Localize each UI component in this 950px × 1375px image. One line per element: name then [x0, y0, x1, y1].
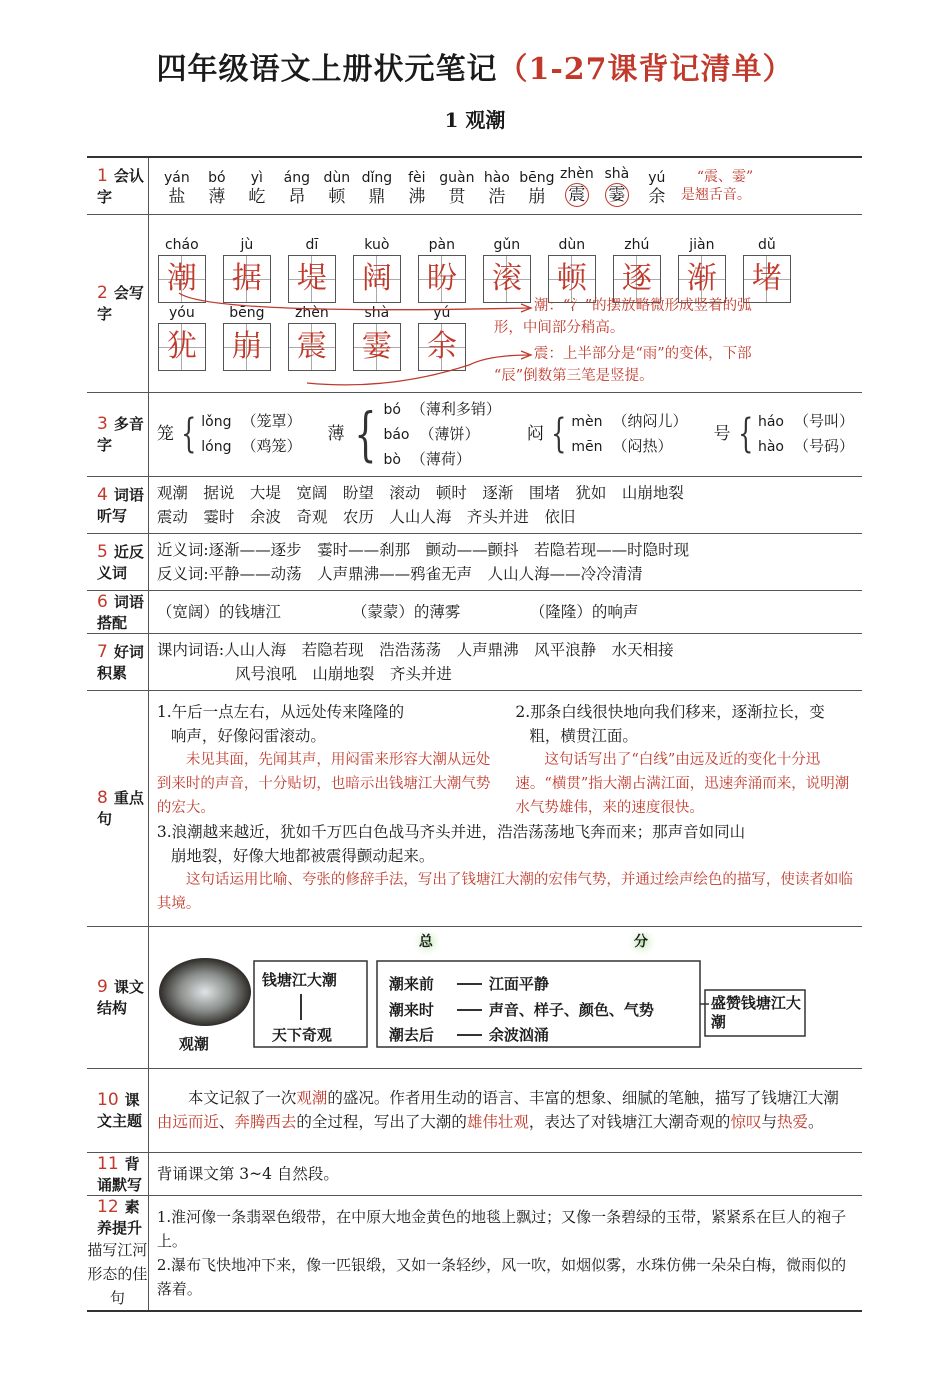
pinyin: shà [604, 165, 630, 182]
hanzi: 昂 [288, 186, 306, 207]
lesson-title: 1 观潮 [444, 108, 506, 132]
recognize-char [397, 169, 437, 207]
synonym-line: 近义词:逐渐——逐步 霎时——刹那 颤动——颤抖 若隐若现——时隐时现 [156, 540, 690, 559]
tian-grid-char: 滚 [483, 255, 531, 303]
pinyin: bó [208, 169, 226, 186]
hanzi: 浩 [488, 186, 506, 207]
notes-table [87, 156, 862, 1312]
tian-grid-char: 盼 [418, 255, 466, 303]
hanzi: 顿 [328, 186, 346, 207]
pinyin: shà [364, 305, 390, 321]
tian-grid-char: 堤 [288, 255, 336, 303]
hanzi: 屹 [248, 186, 266, 207]
tian-grid-char: 堵 [743, 255, 791, 303]
pinyin: hào [483, 169, 510, 186]
recognize-char [597, 165, 637, 207]
structure-diagram [157, 932, 854, 1062]
hanzi: 震 [565, 183, 589, 207]
polyphone-long: 笼 { lǒng （笼罩） lóng （鸡笼） [156, 411, 302, 457]
literacy-sentence-1: 1.淮河像一条翡翠色缎带，在中原大地金黄色的地毯上飘过；又像一条碧绿的玉带，紧紧系在巨人的袍子上。 [156, 1207, 847, 1250]
row-structure: 9 课文结构 观潮 总 分 钱塘江大潮 天下奇观 潮来前 江面平静 潮来时 声音、样子、颜色、气势 潮去后 余波汹涌 盛赞钱塘江大潮 [87, 926, 862, 1068]
pinyin: áng [283, 169, 311, 186]
page-title [0, 44, 950, 88]
pinyin: bēng [519, 169, 555, 186]
antonym-line: 反义词:平静——动荡 人声鼎沸——鸦雀无声 人山人海——冷冷清清 [156, 564, 643, 583]
pinyin: pàn [428, 237, 456, 253]
recognize-char [637, 169, 677, 207]
structure-conclusion: 盛赞钱塘江大潮 [710, 994, 801, 1031]
row-write-chars: 2 会写字 cháo 潮 jù 据 dī 堤 kuò 阔 pàn 盼 gǔn 滚 dùn 顿 zhú 逐 jiàn 渐 dǔ 堵 yóu 犹 bēng 崩 zhèn 震 shà 霎 yú 余 潮：“氵”的摆放略微形成竖着的弧 形，中间部分稍高。 震：上半部分是“雨”的变体，下部 “辰”倒数第三笔是竖提。 [87, 214, 862, 392]
row-key-sentences: 8 重点句 1.午后一点左右，从远处传来隆隆的 响声，好像闷雷滚动。 未见其面，先闻其声，用闷雷来形容大潮从远处到来时的声音，十分贴切，也暗示出钱塘江大潮气势的宏大。 2.那条白线很快地向我们移来，逐渐拉长，变 粗，横贯江面。 这句话写出了“白线”由远及近的变化十分迅速。“横贯”指大潮占满江面，迅速奔涌而来，说明潮水气势雄伟，来的速度很快。 3.浪潮越来越近，犹如千万匹白色战马齐头并进，浩浩荡荡地飞奔而来；那声音如同山 崩地裂，好像大地都被震得颤动起来。 这句话运用比喻、夸张的修辞手法，写出了钱塘江大潮的宏伟气势，并通过绘声绘色的描写，使读者如临其境。 [87, 690, 862, 926]
pinyin: dǐng [361, 169, 393, 186]
literacy-sentence-2: 2.瀑布飞快地冲下来，像一匹银缎，又如一条轻纱，风一吹，如烟似雾，水珠仿佛一朵朵白梅，微雨似的落着。 [156, 1255, 847, 1298]
recognize-char [317, 169, 357, 207]
recognize-char [197, 169, 237, 207]
tide-image [159, 958, 251, 1026]
write-note-chao: 潮：“氵”的摆放略微形成竖着的弧 形，中间部分稍高。 [493, 297, 752, 336]
theme-paragraph: 本文记叙了一次观潮的盛况。作者用生动的语言、丰富的想象、细腻的笔触，描写了钱塘江大潮由远而近、奔腾西去的全过程，写出了大潮的雄伟壮观，表达了对钱塘江大潮奇观的惊叹与热爱。 [156, 1089, 839, 1131]
pinyin: yán [163, 169, 190, 186]
hanzi: 鼎 [368, 186, 386, 207]
annotation-arrows [149, 215, 809, 393]
tian-grid-char: 余 [418, 323, 466, 371]
label-zong: 总 [418, 934, 433, 950]
hanzi: 薄 [208, 186, 226, 207]
polyphone-bao: 薄 { bó （薄利多销） báo （薄饼） bò （薄荷） [327, 399, 501, 468]
row-collocation: 6 词语搭配 （宽阔）的钱塘江 （蒙蒙）的薄雾 （隆隆）的响声 [87, 590, 862, 633]
hanzi: 霎 [605, 183, 629, 207]
recognize-note: “震、霎” 是翘舌音。 [680, 168, 754, 203]
tide-image-caption: 观潮 [178, 1035, 209, 1053]
hanzi: 余 [648, 186, 666, 207]
pinyin: dùn [558, 237, 586, 253]
title-range: （1-27课背记清单） [497, 52, 794, 87]
label-fen: 分 [633, 934, 648, 950]
tian-grid-char: 潮 [158, 255, 206, 303]
hanzi: 贯 [448, 186, 466, 207]
write-note-zhen: 震：上半部分是“雨”的变体，下部 “辰”倒数第三笔是竖提。 [493, 345, 752, 384]
tian-grid-char: 震 [288, 323, 336, 371]
tian-grid-char: 阔 [353, 255, 401, 303]
polyphone-hao: 号 { háo （号叫） hào （号码） [713, 411, 854, 457]
recognize-char [277, 169, 317, 207]
row-literacy: 12 素养提升 描写江河 形态的佳句 1.淮河像一条翡翠色缎带，在中原大地金黄色的地毯上飘过；又像一条碧绿的玉带，紧紧系在巨人的袍子上。 2.瀑布飞快地冲下来，像一匹银缎，又如一条轻纱，风一吹，如烟似雾，水珠仿佛一朵朵白梅，微雨似的落着。 [87, 1195, 862, 1311]
hanzi: 盐 [168, 186, 186, 207]
pinyin: dùn [323, 169, 351, 186]
pinyin: yú [648, 169, 666, 186]
key-sentence-3: 3.浪潮越来越近，犹如千万匹白色战马齐头并进，浩浩荡荡地飞奔而来；那声音如同山 崩地裂，好像大地都被震得颤动起来。 这句话运用比喻、夸张的修辞手法，写出了钱塘江大潮的宏伟气势，并通过绘声绘色的描写，使读者如临其境。 [156, 823, 853, 912]
recite-text: 背诵课文第 3~4 自然段。 [156, 1164, 339, 1183]
row-theme: 10 课文主题 本文记叙了一次观潮的盛况。作者用生动的语言、丰富的想象、细腻的笔触，描写了钱塘江大潮由远而近、奔腾西去的全过程，写出了大潮的雄伟壮观，表达了对钱塘江大潮奇观的惊叹与热爱。 [87, 1068, 862, 1152]
dictation-line-1: 观潮 据说 大堤 宽阔 盼望 滚动 顿时 逐渐 围堵 犹如 山崩地裂 [156, 483, 684, 502]
row-recognize-chars: 1 会认字 yán 盐 bó 薄 yì 屹 áng 昂 dùn 顿 dǐng 鼎 fèi 沸 guàn 贯 hào 浩 bēng 崩 zhèn 震 shà 霎 yú 余 “震、霎” 是翘舌音。 [87, 157, 862, 214]
pinyin: jiàn [689, 237, 715, 253]
collocation-item: （隆隆）的响声 [529, 602, 639, 621]
pinyin: yú [433, 305, 451, 321]
recognize-char [557, 165, 597, 207]
row-polyphones: 3 多音字 笼 { lǒng （笼罩） lóng （鸡笼） 薄 { bó （薄利多销） báo （薄饼） bò （薄荷） 闷 { mèn （纳闷儿） mēn （闷热） 号 { háo （号叫） hào （号码） [87, 392, 862, 476]
collocation-item: （蒙蒙）的薄雾 [351, 602, 461, 621]
recognize-char-list [157, 165, 677, 207]
row-dictation: 4 词语听写 观潮 据说 大堤 宽阔 盼望 滚动 顿时 逐渐 围堵 犹如 山崩地裂 震动 霎时 余波 奇观 农历 人山人海 齐头并进 依旧 [87, 476, 862, 533]
hanzi: 崩 [528, 186, 546, 207]
tian-grid-char: 犹 [158, 323, 206, 371]
structure-total-bottom: 天下奇观 [271, 1026, 332, 1044]
title-main: 四年级语文上册状元笔记 [156, 52, 498, 87]
good-words-line-1: 课内词语:人山人海 若隐若现 浩浩荡荡 人声鼎沸 风平浪静 水天相接 [156, 640, 674, 659]
tian-grid-char: 顿 [548, 255, 596, 303]
pinyin: zhú [624, 237, 650, 253]
hanzi: 沸 [408, 186, 426, 207]
pinyin: jù [240, 237, 254, 253]
tian-grid-char: 霎 [353, 323, 401, 371]
tian-grid-char: 据 [223, 255, 271, 303]
pinyin: yì [250, 169, 263, 186]
structure-parts: 潮来前 江面平静 潮来时 声音、样子、颜色、气势 潮去后 余波汹涌 [388, 975, 654, 1044]
pinyin: gǔn [493, 237, 521, 253]
recognize-char [357, 169, 397, 207]
pinyin: dī [305, 237, 319, 253]
good-words-line-2: 风号浪吼 山崩地裂 齐头并进 [234, 664, 452, 683]
recognize-char [237, 169, 277, 207]
row-good-words: 7 好词积累 课内词语:人山人海 若隐若现 浩浩荡荡 人声鼎沸 风平浪静 水天相接 风号浪吼 山崩地裂 齐头并进 [87, 633, 862, 690]
pinyin: fèi [408, 169, 426, 186]
row-synonyms: 5 近反义词 近义词:逐渐——逐步 霎时——刹那 颤动——颤抖 若隐若现——时隐时现 反义词:平静——动荡 人声鼎沸——鸦雀无声 人山人海——冷冷清清 [87, 533, 862, 590]
structure-total-top: 钱塘江大潮 [261, 971, 337, 989]
collocation-item: （宽阔）的钱塘江 [156, 602, 281, 621]
pinyin: yóu [168, 305, 195, 321]
recognize-char [517, 169, 557, 207]
pinyin: zhèn [559, 165, 594, 182]
pinyin: cháo [164, 237, 199, 253]
dictation-line-2: 震动 霎时 余波 奇观 农历 人山人海 齐头并进 依旧 [156, 507, 576, 526]
key-sentence-1: 1.午后一点左右，从远处传来隆隆的 响声，好像闷雷滚动。 未见其面，先闻其声，用闷雷来形容大潮从远处到来时的声音，十分贴切，也暗示出钱塘江大潮气势的宏大。 [156, 703, 491, 816]
pinyin: guàn [439, 169, 475, 186]
recognize-char [477, 169, 517, 207]
key-sentence-2: 2.那条白线很快地向我们移来，逐渐拉长，变 粗，横贯江面。 这句话写出了“白线”由远及近的变化十分迅速。“横贯”指大潮占满江面，迅速奔涌而来，说明潮水气势雄伟，来的速度很快。 [515, 703, 850, 816]
pinyin: dǔ [757, 237, 776, 253]
recognize-char [437, 169, 477, 207]
row-recite: 11 背诵默写 背诵课文第 3~4 自然段。 [87, 1152, 862, 1195]
recognize-char [157, 169, 197, 207]
polyphone-men: 闷 { mèn （纳闷儿） mēn （闷热） [526, 411, 688, 457]
tian-grid-char: 渐 [678, 255, 726, 303]
tian-grid-char: 逐 [613, 255, 661, 303]
pinyin: bēng [229, 305, 265, 321]
pinyin: zhèn [294, 305, 329, 321]
pinyin: kuò [364, 237, 390, 253]
tian-grid-char: 崩 [223, 323, 271, 371]
